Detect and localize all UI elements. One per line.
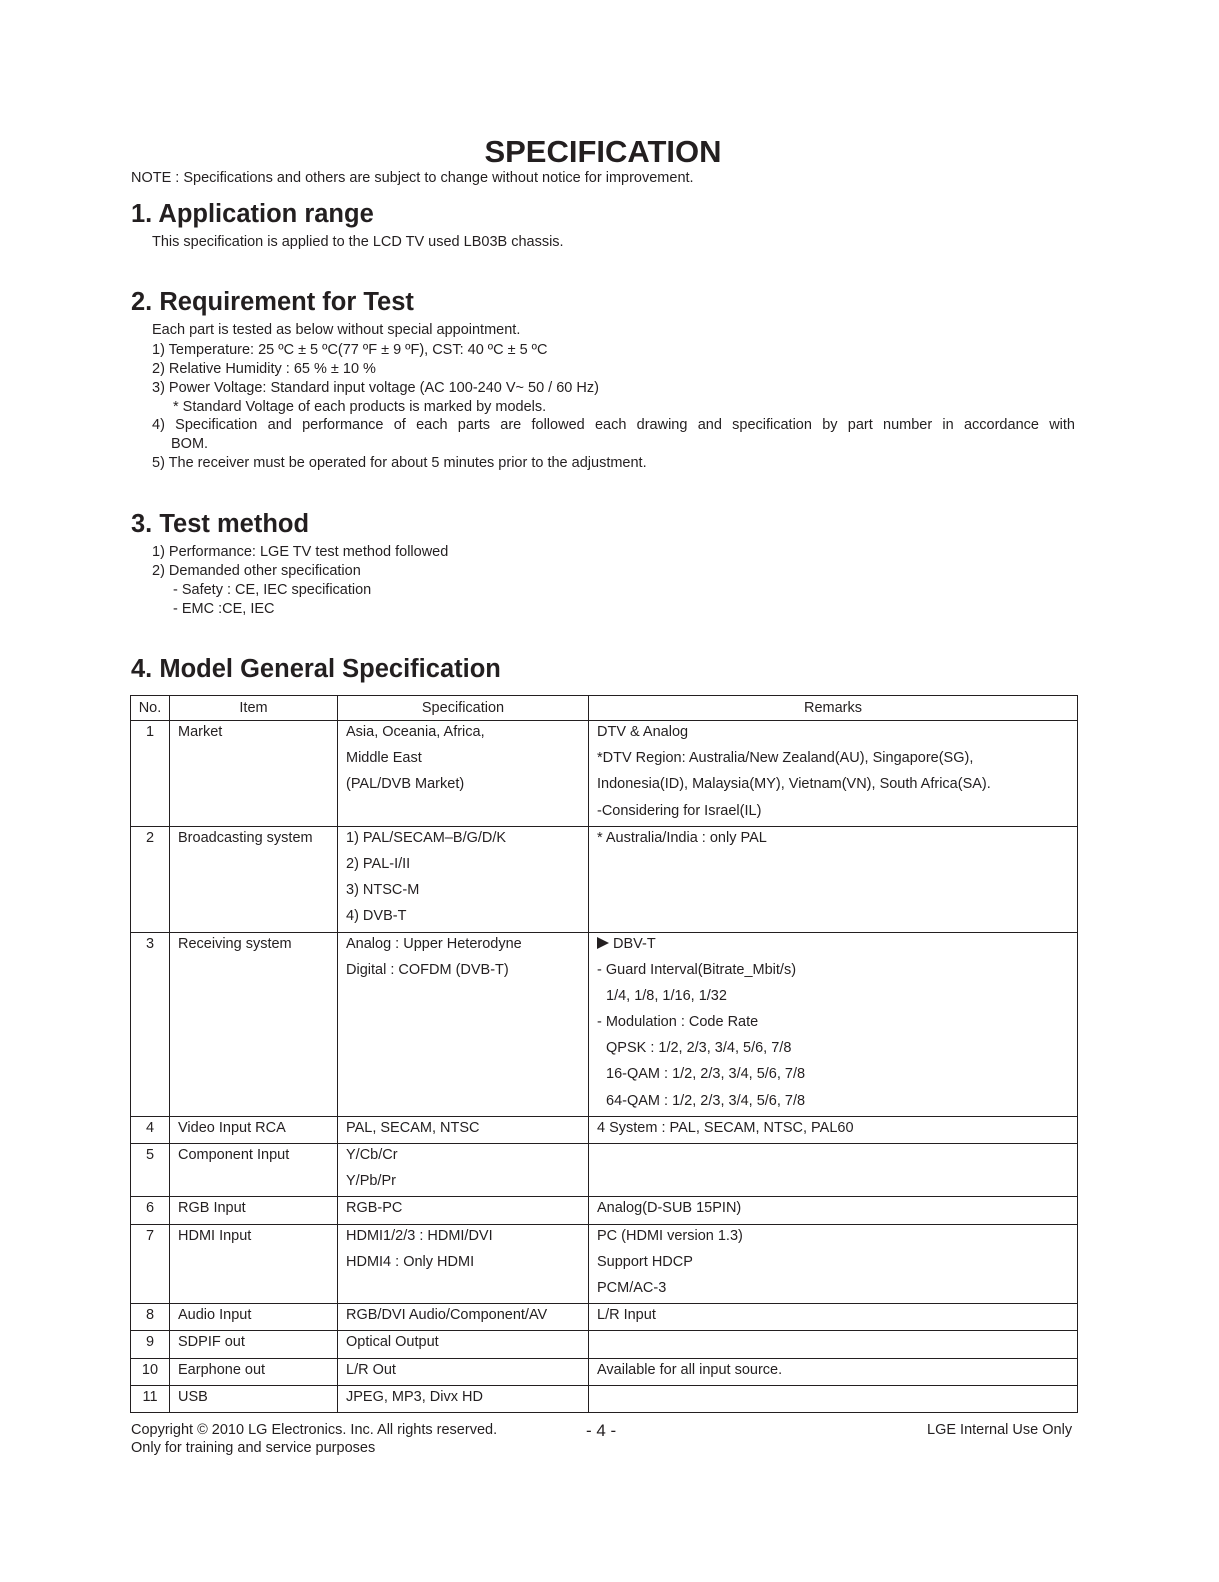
section-2-heading: 2. Requirement for Test (131, 288, 414, 316)
section-1-text: This specification is applied to the LCD TV used LB03B chassis. (152, 234, 564, 250)
specification-line: 1) PAL/SECAM–B/G/D/K (346, 829, 507, 846)
section-3-item-2: 2) Demanded other specification (152, 563, 361, 579)
footer-internal-use: LGE Internal Use Only (927, 1422, 1073, 1438)
item-name: Video Input RCA (178, 1119, 286, 1136)
item-name: Component Input (178, 1147, 290, 1163)
cell-specification (338, 1358, 589, 1385)
section-2-item-2: 2) Relative Humidity : 65 % ± 10 % (152, 361, 376, 377)
remarks-line: Available for all input source. (597, 1361, 783, 1378)
cell-specification (338, 1116, 589, 1143)
cell-remarks (589, 1331, 1078, 1358)
remarks-line: L/R Input (597, 1307, 656, 1324)
specification-line: Y/Cb/Cr (346, 1147, 398, 1163)
row-number: 5 (145, 1147, 155, 1163)
specification-line: Digital : COFDM (DVB-T) (346, 961, 509, 978)
row-number: 3 (145, 935, 155, 952)
remarks-line: -Considering for Israel(IL) (597, 802, 762, 819)
empty-line (597, 853, 1077, 879)
specification-line: 2) PAL-I/II (346, 855, 411, 872)
empty-line (346, 1277, 588, 1303)
cell-remarks (589, 1144, 1078, 1197)
footer-copyright: Copyright © 2010 LG Electronics. Inc. All rights reserved. (131, 1422, 498, 1438)
empty-line (597, 1331, 1077, 1357)
cell-item (170, 932, 338, 1116)
section-2-item-4-line-2: BOM. (171, 436, 209, 452)
table-row (131, 826, 1078, 932)
specification-line: (PAL/DVB Market) (346, 776, 465, 793)
cell-no (131, 1331, 170, 1358)
cell-no (131, 1224, 170, 1304)
cell-remarks (589, 1304, 1078, 1331)
remarks-line: Support HDCP (597, 1253, 693, 1270)
item-name: SDPIF out (178, 1334, 245, 1351)
row-number: 10 (141, 1361, 159, 1378)
cell-remarks (589, 1116, 1078, 1143)
specification-line: Optical Output (346, 1334, 439, 1351)
empty-line (346, 985, 588, 1011)
cell-remarks (589, 1197, 1078, 1224)
cell-item (170, 1304, 338, 1331)
cell-item (170, 826, 338, 932)
specification-line: 3) NTSC-M (346, 882, 420, 899)
item-name: HDMI Input (178, 1227, 252, 1244)
remarks-line: * Australia/India : only PAL (597, 829, 767, 846)
remarks-line: 1/4, 1/8, 1/16, 1/32 (606, 987, 727, 1004)
row-number: 11 (142, 1388, 158, 1405)
empty-line (597, 879, 1077, 905)
remarks-line: Analog(D-SUB 15PIN) (597, 1200, 742, 1217)
empty-line (346, 1037, 588, 1063)
footer-purpose: Only for training and service purposes (131, 1440, 376, 1456)
specification-line: RGB-PC (346, 1200, 403, 1217)
row-number: 6 (145, 1200, 155, 1217)
header-specification: Specification (338, 696, 589, 721)
table-row (131, 721, 1078, 827)
specification-line: HDMI1/2/3 : HDMI/DVI (346, 1227, 493, 1244)
section-2-item-1: 1) Temperature: 25 ºC ± 5 ºC(77 ºF ± 9 ºF), CST: 40 ºC ± 5 ºC (152, 342, 548, 358)
cell-item (170, 1116, 338, 1143)
table-row (131, 1358, 1078, 1385)
row-number: 9 (145, 1334, 155, 1351)
empty-line (597, 1386, 1077, 1412)
item-name: USB (178, 1388, 208, 1405)
remarks-line: 4 System : PAL, SECAM, NTSC, PAL60 (597, 1119, 854, 1136)
remarks-line: - Guard Interval(Bitrate_Mbit/s) (597, 961, 797, 978)
play-triangle-icon (597, 937, 609, 949)
remarks-line: 64-QAM : 1/2, 2/3, 3/4, 5/6, 7/8 (606, 1092, 806, 1109)
note-text: NOTE : Specifications and others are subject to change without notice for improvement. (131, 170, 694, 186)
empty-line (597, 1144, 1077, 1170)
cell-item (170, 1144, 338, 1197)
cell-item (170, 721, 338, 827)
item-name: Earphone out (178, 1361, 266, 1378)
remarks-heading: DBV-T (613, 935, 656, 952)
specification-line: Asia, Oceania, Africa, (346, 724, 485, 740)
page-title: SPECIFICATION (484, 134, 722, 169)
remarks-line: DTV & Analog (597, 724, 689, 740)
row-number: 8 (145, 1307, 155, 1324)
header-remarks: Remarks (589, 696, 1078, 721)
header-item: Item (170, 696, 338, 721)
row-number: 4 (145, 1119, 155, 1136)
cell-specification (338, 1385, 589, 1412)
section-3-item-1: 1) Performance: LGE TV test method followed (152, 544, 449, 560)
specification-line: HDMI4 : Only HDMI (346, 1253, 475, 1270)
empty-line (346, 1090, 588, 1116)
specification-line: Middle East (346, 750, 422, 767)
remarks-line: PCM/AC-3 (597, 1279, 667, 1296)
cell-no (131, 1304, 170, 1331)
cell-remarks (589, 1224, 1078, 1304)
cell-item (170, 1385, 338, 1412)
cell-remarks (589, 1385, 1078, 1412)
specification-line: L/R Out (346, 1361, 396, 1378)
remarks-line: 16-QAM : 1/2, 2/3, 3/4, 5/6, 7/8 (606, 1066, 806, 1083)
empty-line (346, 1011, 588, 1037)
footer-page-number: - 4 - (586, 1421, 617, 1440)
cell-specification (338, 1331, 589, 1358)
cell-specification (338, 1144, 589, 1197)
cell-specification (338, 721, 589, 827)
item-name: Audio Input (178, 1307, 252, 1324)
specification-line: Y/Pb/Pr (346, 1173, 396, 1190)
cell-no (131, 1358, 170, 1385)
specification-line: PAL, SECAM, NTSC (346, 1119, 480, 1136)
cell-remarks (589, 1358, 1078, 1385)
table-row (131, 932, 1078, 1116)
table-row (131, 1116, 1078, 1143)
cell-item (170, 1197, 338, 1224)
section-3-sub-1: - Safety : CE, IEC specification (173, 582, 372, 598)
remarks-line: Indonesia(ID), Malaysia(MY), Vietnam(VN), South Africa(SA). (597, 776, 991, 793)
remarks-line: QPSK : 1/2, 2/3, 3/4, 5/6, 7/8 (606, 1040, 792, 1057)
section-3-sub-2: - EMC :CE, IEC (173, 601, 275, 617)
section-2-intro: Each part is tested as below without special appointment. (152, 322, 521, 338)
item-name: RGB Input (178, 1200, 246, 1217)
section-3-heading: 3. Test method (131, 510, 310, 538)
table-row (131, 1331, 1078, 1358)
specification-line: JPEG, MP3, Divx HD (346, 1388, 483, 1405)
empty-line (597, 905, 1077, 931)
remarks-line: *DTV Region: Australia/New Zealand(AU), Singapore(SG), (597, 750, 974, 767)
section-2-item-4-line-1: 4) Specification and performance of each parts are followed each drawing and specification by part number in accordance with (152, 417, 1075, 433)
table-row (131, 1385, 1078, 1412)
cell-remarks (589, 721, 1078, 827)
table-header-row (131, 696, 1078, 721)
empty-line (597, 1170, 1077, 1196)
cell-specification (338, 1304, 589, 1331)
table-row (131, 1144, 1078, 1197)
item-name: Receiving system (178, 935, 292, 952)
row-number: 2 (145, 829, 155, 846)
section-2-item-3: 3) Power Voltage: Standard input voltage (AC 100-240 V~ 50 / 60 Hz) (152, 380, 599, 396)
cell-no (131, 1385, 170, 1412)
empty-line (346, 1063, 588, 1089)
section-4-heading: 4. Model General Specification (131, 655, 501, 683)
cell-no (131, 1197, 170, 1224)
specification-line: Analog : Upper Heterodyne (346, 935, 522, 952)
cell-specification (338, 1197, 589, 1224)
specification-line: RGB/DVI Audio/Component/AV (346, 1307, 548, 1324)
specification-line: 4) DVB-T (346, 908, 407, 925)
remarks-line (597, 933, 1077, 959)
cell-no (131, 826, 170, 932)
cell-specification (338, 826, 589, 932)
cell-item (170, 1358, 338, 1385)
cell-item (170, 1224, 338, 1304)
table-row (131, 1197, 1078, 1224)
table-row (131, 1304, 1078, 1331)
item-name: Market (178, 724, 223, 740)
remarks-line: - Modulation : Code Rate (597, 1014, 759, 1031)
cell-specification (338, 1224, 589, 1304)
table-row (131, 1224, 1078, 1304)
cell-no (131, 1144, 170, 1197)
cell-item (170, 1331, 338, 1358)
cell-no (131, 1116, 170, 1143)
spec-table (130, 695, 1078, 1413)
cell-no (131, 932, 170, 1116)
cell-no (131, 721, 170, 827)
item-name: Broadcasting system (178, 829, 313, 846)
section-2-item-5: 5) The receiver must be operated for about 5 minutes prior to the adjustment. (152, 455, 647, 471)
section-1-heading: 1. Application range (131, 200, 374, 228)
section-2-item-3-note: * Standard Voltage of each products is marked by models. (173, 399, 547, 415)
remarks-line: PC (HDMI version 1.3) (597, 1227, 743, 1244)
row-number: 7 (145, 1227, 155, 1244)
cell-remarks (589, 826, 1078, 932)
cell-remarks (589, 932, 1078, 1116)
empty-line (346, 800, 588, 826)
row-number: 1 (145, 724, 155, 740)
header-no: No. (131, 696, 170, 721)
cell-specification (338, 932, 589, 1116)
